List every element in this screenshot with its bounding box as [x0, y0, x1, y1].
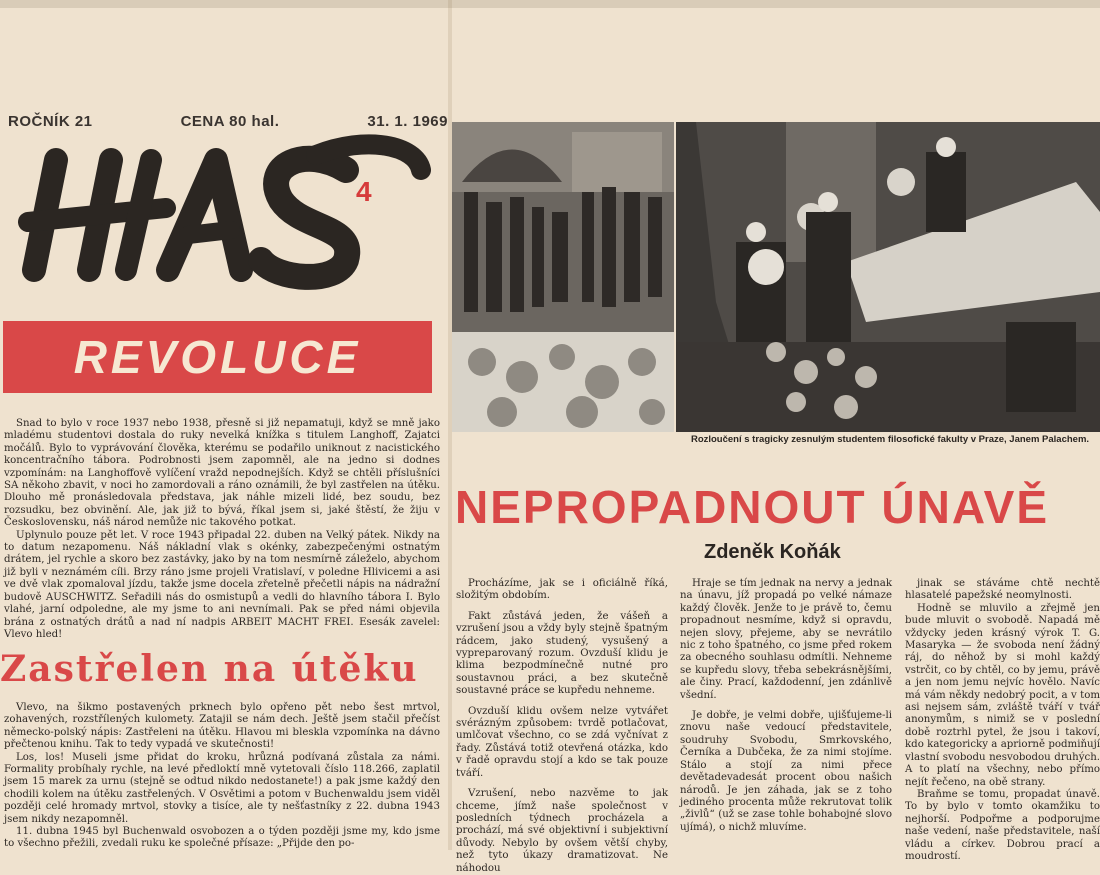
paragraph: Snad to bylo v roce 1937 nebo 1938, přesně si již nepamatuji, když se mně jako mladému studentovi dostala do ruky nevelká knížka s titulem Langhoff, Zajatci močálů. Bylo to vyprávování člověka, kterému se podařilo uniknout z nacistického koncentračního tábora. Podrobnosti jsem zapomněl, ale na jedno si dodnes vzpomínám: na Langhoffově vylíčení vražd nepodnejších. Když se chtěli příslušníci SA někoho zbavit, v noci ho zamordovali a ráno oznámili, že byl zastřelen na útěku. Dlouho mě pronásledovala představa, jak náhle mizeli lidé, bez soudu, bez rozsudku, bez obvinění. Ale, jak již to bývá, říkal jsem si, jaké štěstí, že žiju v Československu, náš národ nemůže nic takového potkat. [4, 418, 440, 529]
paragraph: Los, los! Museli jsme přidat do kroku, hrůzná podívaná zůstala za námi. Formality probíhaly rychle, na levé předloktí mně vytetovali číslo 118.266, zaplatil jsem 15 marek za urnu (stejně se odtud nikdo nedostanete!) a pak jsme každý den chodili kolem na útěku zastřelených. V Osvětimi a potom v Buchenwaldu jsem viděl později celé hromady mrtvol, stovky a tisíce, ale ty nešťastníky z 22. dubna 1943 jsem nikdy nezapomněl. [4, 751, 440, 825]
paragraph: Je dobře, je velmi dobře, ujišťujeme-li znovu naše vedoucí představitele, soudruhy Svobodu, Smrkovského, Černíka a Dubčeka, že za nimi stojíme. Stálo a stojí za nimi přece devětadevadesát procent obou našich národů. Je jen záhada, jak se z toho jediného procenta může rekrutovat tolik „živlů“ (už se zase tohle bohabojné slovo ujímá), o nichž mluvíme. [680, 710, 892, 833]
crowd-image [452, 122, 674, 432]
photo-caption: Rozloučení s tragicky zesnulým studentem filosofické fakulty v Praze, Janem Palachem. [690, 434, 1090, 445]
paragraph: Vzrušení, nebo nazvěme to jak chceme, jímž naše společnost v posledních týdnech procházela a prochází, má své objektivní i subjektivní důvody. Nebylo by ovšem větší chyby, než tyto úkazy dramatizovat. Ne náhodou [456, 788, 668, 874]
paragraph: 11. dubna 1945 byl Buchenwald osvobozen a o týden později jsme my, kdo jsme to všechno přežili, zvedali ruku ke společné přísaze: „Přijde den po- [4, 826, 440, 850]
paragraph: Hodně se mluvilo a zřejmě jen bude mluvit o svobodě. Napadá mě vždycky jeden krásný výrok T. G. Masaryka — že svoboda není žádný ráj, do něhož by si mohl každý vstrčit, co by chtěl, co by jemu, právě a jen nom jemu nejvíc hovělo. Navíc má vám někdy nedobrý pocit, a v tom asi nejsem sám, zvláště tváří v tvář anonymům, s nimiž se v poslední době roztrhl pytel, že jsou i takoví, kdo kategoricky a apriorně podmiňují vlastní svobodu nesvobodou druhých. A to platí na všechny, nebo přímo nejít řečeno, na obě strany. [905, 602, 1100, 788]
article-column-2 [680, 578, 892, 850]
price-label: CENA 80 hal. [180, 113, 280, 130]
paragraph: Uplynulo pouze pět let. V roce 1943 připadal 22. duben na Velký pátek. Nikdy na to datum nezapomenu. Náš nákladní vlak s okénky, zabezpečenými ostnatým drátem, jel rychle a skoro bez zastávky, jako by na tom nesmírně záleželo, abychom již byli v neznámém cíli. Brzy ráno jsme projeli Vratislaví, v poledne Hlivicemi a asi ve dvě vlak zpomaloval jízdu, takže jsme docela zřetelně přečetli nápis na nádražní budově AUSCHWITZ. Seřadili nás do osmistupů a vedli do hlavního tábora I. Bylo vlahé, jarní odpoledne, ale my jsme to ani nevnímali. Pak se před námi objevila brána z ostnatých drátů a nad ní nadpis ARBEIT MACHT FREI. Esesák zavelel: Vlevo hled! [4, 529, 440, 640]
paragraph: Ovzduší klidu ovšem nelze vytvářet svérázným způsobem: tvrdě potlačovat, umlčovat všechno, co se zdá vyčnívat z řady. Zůstává totiž otevřená otázka, kdo v řadě opravdu stojí a kdo se tak pouze tváří. [456, 705, 668, 779]
newspaper-logo [16, 130, 436, 290]
main-headline: NEPROPADNOUT ÚNAVĚ [455, 481, 1049, 533]
paragraph: Hraje se tím jednak na nervy a jednak na únavu, jíž propadá po velké námaze každý člověk. Jenže to je právě to, čemu propadnout nesmíme, když si opravdu, nejen slovy, přejeme, aby se nevrátilo nic z toho špatného, co jsme před rokem za obecného souhlasu odmítli. Nehneme se kupředu slovy, třeba sebekrásnějšími, ale činy. Prací, každodenní, jen zdánlivě všední. [680, 578, 892, 701]
left-article-intro [4, 418, 440, 648]
revoluce-banner [3, 321, 432, 393]
masthead-info [8, 113, 448, 130]
issue-date: 31. 1. 1969 [367, 113, 448, 130]
volume-label: ROČNÍK 21 [8, 113, 93, 130]
author-name: Zdeněk Koňák [704, 541, 841, 563]
hlas-logo-graphic [16, 130, 436, 290]
paper-edge [0, 0, 1100, 8]
paragraph: Vlevo, na šikmo postavených prknech bylo opřeno pět nebo šest mrtvol, zohavených, rozstřílených kulomety. Zatajil se nám dech. Ještě jsem stačil přečíst německo-polský nápis: Zastřeleni na útěku. Hlavou mi bleskla vzpomínka na dávno přečtenou knihu. Tak to tedy vypadá ve skutečnosti! [4, 702, 440, 751]
funeral-photo-left [452, 122, 674, 432]
article-column-3 [905, 578, 1100, 862]
funeral-photo-right [676, 122, 1100, 432]
paragraph: jinak se stáváme chtě nechtě hlasatelé papežské neomylnosti. [905, 578, 1100, 602]
revoluce-text: REVOLUCE [73, 331, 362, 383]
paragraph: Procházíme, jak se i oficiálně říká, složitým obdobím. [456, 578, 668, 602]
paragraph: Fakt zůstává jeden, že vášeň a vzrušení jsou a vždy byly stejně špatným rádcem, jako studený, vysušený a vypreparovaný rozum. Ovzduší klidu je klima bezpodmínečně nutné pro soustavnou práci, a bez skutečně soustavné práce se kupředu nehneme. [456, 610, 668, 697]
left-article-body [4, 702, 440, 850]
left-headline: Zastřelen na útěku [0, 648, 419, 690]
article-column-1 [456, 578, 668, 874]
coffin-image [676, 122, 1100, 432]
paragraph: Braňme se tomu, propadat únavě. To by bylo v tomto okamžiku to nejhorší. Podpořme a podporujme naše vedení, naše představitele, naší vládu a církev. Dobrou prací a moudrostí. [905, 788, 1100, 862]
issue-number: 4 [356, 176, 372, 207]
